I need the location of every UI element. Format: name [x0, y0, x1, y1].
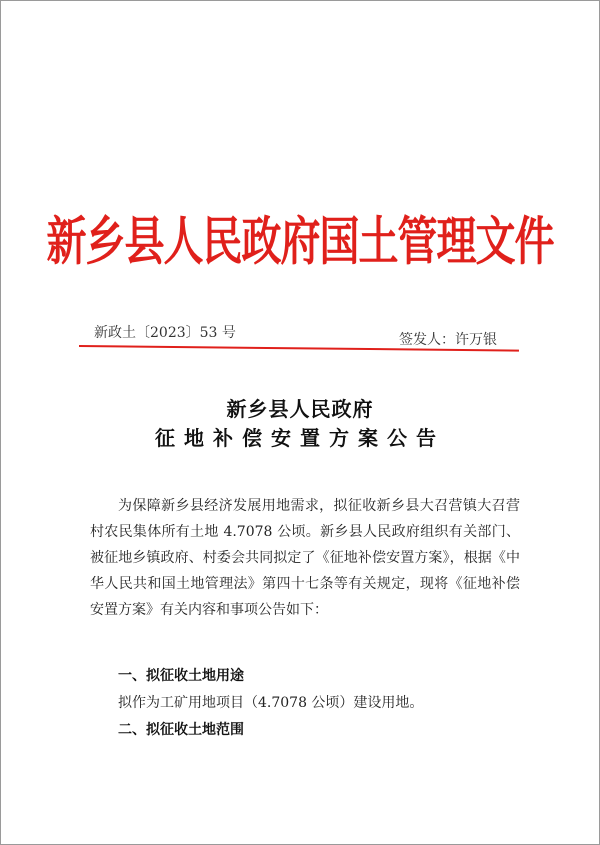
notice-title-line-1: 新乡县人民政府: [226, 397, 374, 421]
section-heading-2: 二、拟征收土地范围: [118, 722, 244, 738]
signatory: 签发人：许万银: [399, 332, 497, 348]
notice-title-line-2: 征地补偿安置方案公告: [155, 426, 445, 450]
intro-paragraph-block: [90, 493, 520, 623]
intro-paragraph: 为保障新乡县经济发展用地需求，拟征收新乡县大召营镇大召营村农民集体所有土地 4.7078 公顷。新乡县人民政府组织有关部门、被征地乡镇政府、村委会共同拟定了《征地补偿安置方案》，根据《中华人民共和国土地管理法》第四十七条等有关规定，现将《征地补偿安置方案》有关内容和事项公告如下：: [90, 498, 520, 618]
section-body-1: 拟作为工矿用地项目（4.7078 公顷）建设用地。: [118, 695, 424, 711]
document-number: 新政土〔2023〕53 号: [94, 325, 236, 341]
section-heading-1: 一、拟征收土地用途: [118, 668, 244, 684]
red-header-title: 新乡县人民政府国土管理文件: [46, 211, 554, 273]
